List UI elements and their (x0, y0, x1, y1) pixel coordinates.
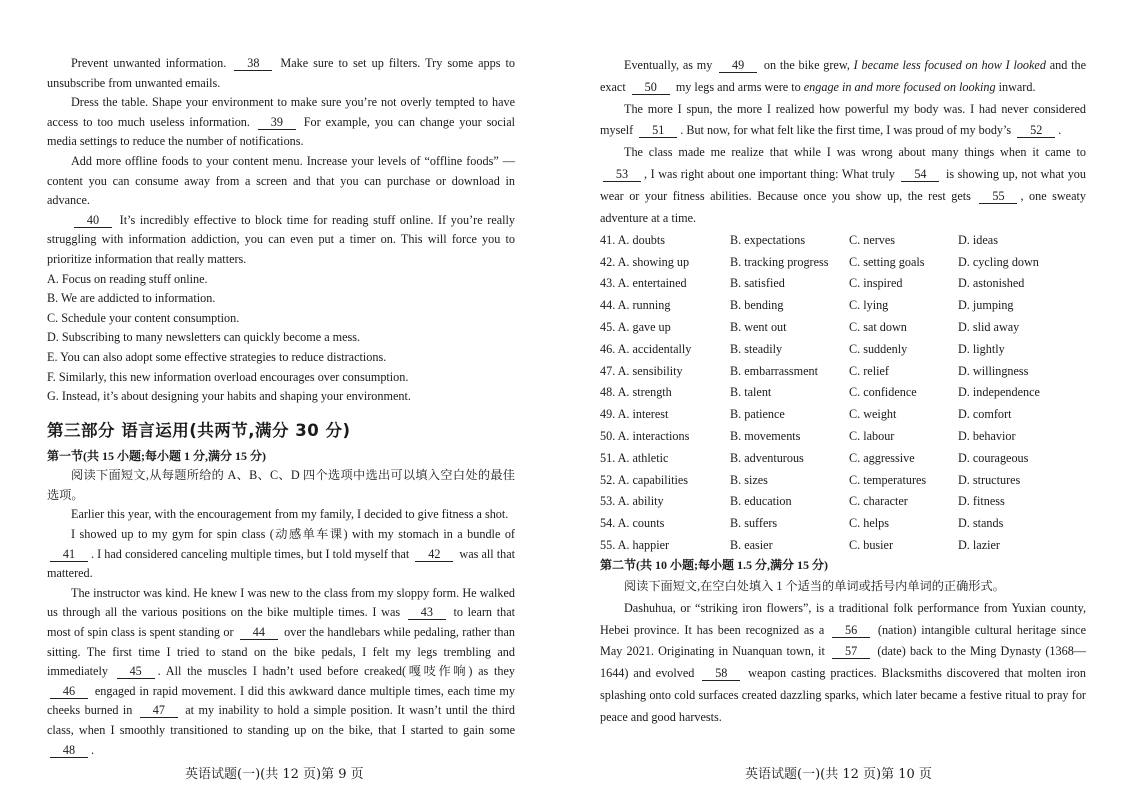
text-segment: at my inability to hold a simple position. It wasn’t until the third class, when I smoothly transitioned to standing up on the bike, that I started to gain some (47, 703, 515, 737)
text-segment: . But now, for what felt like the first time, I was proud of my body’s (680, 123, 1015, 138)
paragraph (600, 576, 1086, 598)
answer-blank: 50 (632, 81, 670, 95)
text-segment: A. Focus on reading stuff online. (47, 271, 208, 286)
paragraph (47, 211, 515, 270)
text-segment: The class made me realize that while I was wrong about many things when it came to (624, 145, 1086, 160)
option-choice: D. independence (958, 385, 1040, 400)
option-row (600, 513, 1086, 535)
option-row (600, 295, 1086, 317)
option-row (600, 338, 1086, 360)
text-segment: I became less focused on how I looked (853, 58, 1046, 72)
answer-blank: 42 (415, 548, 453, 562)
answer-blank: 48 (50, 744, 88, 758)
option-choice: D. jumping (958, 298, 1014, 313)
option-choice: C. relief (849, 363, 889, 378)
option-choice: C. temperatures (849, 472, 927, 487)
option-choice: B. satisfied (730, 276, 785, 291)
text-segment: C. Schedule your content consumption. (47, 310, 240, 325)
text-segment: is showing up, not what you wear or your fitness abilities. Because once you show up, the rest gets (600, 166, 1086, 203)
section-title: 第三部分 语言运用(共两节,满分 30 分) (47, 420, 351, 440)
option-choice: D. lazier (958, 537, 1000, 552)
page-footer-9: 英语试题(一)(共 12 页)第 9 页 (185, 767, 364, 782)
cloze-passage (47, 466, 515, 760)
option-choice: B. easier (730, 537, 773, 552)
option-row (600, 447, 1086, 469)
text-segment: . (91, 742, 95, 757)
answer-blank: 45 (117, 665, 155, 679)
option-choice: 41. A. doubts (600, 232, 666, 247)
option-choice: D. willingness (958, 363, 1029, 378)
paragraph (47, 348, 515, 368)
paragraph (47, 54, 515, 93)
text-segment: D. Subscribing to many newsletters can quickly become a mess. (47, 330, 361, 345)
answer-blank: 39 (258, 116, 296, 130)
option-choice: B. patience (730, 407, 785, 422)
answer-blank: 40 (74, 214, 112, 228)
subsection-heading-2: 第二节(共 10 小题;每小题 1.5 分,满分 15 分) (600, 558, 828, 573)
paragraph (47, 584, 515, 760)
option-choice: B. steadily (730, 341, 783, 356)
option-row (600, 229, 1086, 251)
text-segment: Add more offline foods to your content menu. Increase your levels of “offline foods” — content you can consume away from a screen and that you can purchase or download in advance. (47, 153, 515, 208)
paragraph (47, 270, 515, 290)
option-choice: 48. A. strength (600, 385, 672, 400)
paragraph (47, 152, 515, 211)
paragraph (600, 142, 1086, 229)
answer-blank: 57 (832, 645, 870, 659)
page-9-column (47, 54, 515, 760)
option-choice: D. slid away (958, 319, 1020, 334)
text-segment: . All the muscles I hadn’t used before creaked(嘎吱作响) as they (157, 664, 515, 679)
text-segment: , I was right about one important thing: What truly (644, 166, 899, 181)
text-segment: B. We are addicted to information. (47, 291, 216, 306)
text-segment: The instructor was kind. He knew I was new to the class from my sloppy form. He walked us through all the various positions on the bike multiple times. I was (47, 585, 515, 620)
paragraph (47, 289, 515, 309)
option-choice: B. movements (730, 428, 801, 443)
reading-passage-seven-choose-five (47, 54, 515, 407)
option-choice: B. embarrassment (730, 363, 818, 378)
option-choice: C. inspired (849, 276, 903, 291)
option-choice: 51. A. athletic (600, 450, 669, 465)
page-10-column (600, 55, 1086, 729)
paragraph (47, 505, 515, 525)
answer-blank: 46 (50, 685, 88, 699)
answer-blank: 49 (719, 59, 757, 73)
answer-blank: 41 (50, 548, 88, 562)
option-choice: C. lying (849, 298, 889, 313)
option-choice: D. fitness (958, 494, 1005, 509)
option-choice: B. adventurous (730, 450, 804, 465)
option-row (600, 491, 1086, 513)
option-choice: C. confidence (849, 385, 917, 400)
option-choice: C. setting goals (849, 254, 925, 269)
text-segment: weapon casting practices. Blacksmiths discovered that molten iron splashing onto cold surfaces created dazzling sparks, which later became a festive ritual to pray for peace and good harvests. (600, 666, 1086, 724)
text-segment: F. Similarly, this new information overload encourages over consumption. (47, 369, 409, 384)
option-choice: 54. A. counts (600, 516, 665, 531)
option-choice: C. labour (849, 428, 895, 443)
subsection-heading: 第一节(共 15 小题;每小题 1 分,满分 15 分) (47, 448, 266, 463)
text-segment: and the exact (600, 58, 1086, 94)
answer-blank: 47 (140, 704, 178, 718)
text-segment: (nation) intangible cultural heritage since May 2021. Originating in Nuanquan town, it (600, 622, 1086, 659)
paragraph (600, 99, 1086, 143)
option-choice: B. expectations (730, 232, 806, 247)
text-segment: E. You can also adopt some effective strategies to reduce distractions. (47, 349, 387, 364)
option-choice: 46. A. accidentally (600, 341, 692, 356)
text-segment: G. Instead, it’s about designing your habits and shaping your environment. (47, 389, 411, 404)
option-choice: B. bending (730, 298, 784, 313)
option-row (600, 317, 1086, 339)
option-row (600, 273, 1086, 295)
paragraph (600, 55, 1086, 99)
option-row (600, 426, 1086, 448)
option-choice: C. sat down (849, 319, 907, 334)
answer-blank: 43 (408, 606, 446, 620)
option-choice: D. ideas (958, 232, 998, 247)
option-row (600, 404, 1086, 426)
text-segment: to learn that most of spin class is spent standing or (47, 605, 515, 640)
text-segment: For example, you can change your social media settings to reduce the number of notifications. (47, 114, 515, 149)
cloze-options-table (600, 229, 1086, 556)
option-choice: D. courageous (958, 450, 1029, 465)
option-choice: C. weight (849, 407, 897, 422)
option-choice: 53. A. ability (600, 494, 664, 509)
option-choice: D. stands (958, 516, 1004, 531)
text-segment: The more I spun, the more I realized how powerful my body was. I had never considered myself (600, 101, 1086, 138)
answer-blank: 58 (702, 667, 740, 681)
option-choice: C. nerves (849, 232, 896, 247)
text-segment: Earlier this year, with the encouragement from my family, I decided to give fitness a shot. (71, 507, 509, 522)
text-segment: . I had considered canceling multiple times, but I told myself that (91, 546, 413, 561)
text-segment: engaged in rapid movement. I did this awkward dance multiple times, each time my cheeks burned in (47, 683, 515, 718)
option-choice: B. education (730, 494, 792, 509)
option-choice: 45. A. gave up (600, 319, 671, 334)
paragraph (600, 598, 1086, 729)
cloze-passage-continued (600, 55, 1086, 229)
answer-blank: 55 (979, 190, 1017, 204)
paragraph (47, 309, 515, 329)
answer-blank: 53 (603, 168, 641, 182)
text-segment: on the bike grew, (760, 58, 854, 72)
text-segment: engage in and more focused on looking (803, 79, 996, 94)
option-row (600, 382, 1086, 404)
option-choice: 43. A. entertained (600, 276, 687, 291)
option-choice: 52. A. capabilities (600, 472, 689, 487)
option-choice: B. went out (730, 319, 787, 334)
answer-blank: 44 (240, 626, 278, 640)
answer-blank: 51 (639, 124, 677, 138)
option-choice: 44. A. running (600, 298, 671, 313)
answer-blank: 52 (1017, 124, 1055, 138)
option-choice: C. busier (849, 537, 894, 552)
grammar-fill-passage (600, 576, 1086, 729)
text-segment: I showed up to my gym for spin class (动感单车课) with my stomach in a bundle of (71, 527, 515, 542)
text-segment: Make sure to set up filters. Try some apps to unsubscribe from unwanted emails. (47, 56, 515, 90)
option-choice: B. sizes (730, 472, 768, 487)
text-segment: Dress the table. Shape your environment to make sure you’re not overly tempted to have access to too much useless information. (47, 95, 515, 129)
option-choice: 49. A. interest (600, 407, 669, 422)
text-segment: inward. (995, 79, 1036, 94)
text-segment: (date) back to the Ming Dynasty (1368—1644) and evolved (600, 644, 1086, 681)
option-row (600, 469, 1086, 491)
option-choice: D. astonished (958, 276, 1025, 291)
answer-blank: 38 (234, 57, 272, 71)
option-choice: D. lightly (958, 341, 1005, 356)
option-choice: D. comfort (958, 407, 1012, 422)
paragraph (47, 328, 515, 348)
paragraph (47, 525, 515, 584)
option-choice: 50. A. interactions (600, 428, 690, 443)
paragraph (47, 368, 515, 388)
option-choice: 55. A. happier (600, 537, 670, 552)
paragraph (47, 93, 515, 152)
text-segment: Eventually, as my (624, 58, 717, 72)
option-choice: B. tracking progress (730, 254, 829, 269)
text-segment: 阅读下面短文,从每题所给的 A、B、C、D 四个选项中选出可以填入空白处的最佳选项。 (47, 468, 515, 502)
text-segment: was all that mattered. (47, 546, 515, 581)
paragraph (47, 387, 515, 407)
answer-blank: 54 (901, 168, 939, 182)
answer-blank: 56 (832, 624, 870, 638)
option-choice: B. talent (730, 385, 772, 400)
option-choice: 47. A. sensibility (600, 363, 683, 378)
text-segment: over the handlebars while pedaling, rather than sitting. The first time I tried to stand on the bike pedals, I felt my legs trembling and immediately (47, 625, 516, 679)
option-choice: D. cycling down (958, 254, 1039, 269)
option-row (600, 360, 1086, 382)
text-segment: , one sweaty adventure at a time. (600, 188, 1086, 225)
option-choice: B. suffers (730, 516, 778, 531)
option-choice: C. helps (849, 516, 889, 531)
paragraph (47, 466, 515, 505)
text-segment: It’s incredibly effective to block time for reading stuff online. If you’re really struggling with information addiction, you can even put a timer on. This will force you to prioritize information that really matters. (47, 212, 515, 266)
option-choice: 42. A. showing up (600, 254, 690, 269)
text-segment: my legs and arms were to (672, 79, 804, 94)
option-choice: D. structures (958, 472, 1021, 487)
text-segment: . (1058, 123, 1062, 138)
option-row (600, 251, 1086, 273)
text-segment: Dashuhua, or “striking iron flowers”, is a traditional folk performance from Yuxian county, Hebei province. It has been recognized as a (600, 600, 1086, 637)
option-row (600, 535, 1086, 557)
option-choice: C. suddenly (849, 341, 908, 356)
option-choice: C. aggressive (849, 450, 915, 465)
text-segment: 阅读下面短文,在空白处填入 1 个适当的单词或括号内单词的正确形式。 (624, 578, 1005, 593)
option-choice: D. behavior (958, 428, 1016, 443)
option-choice: C. character (849, 494, 908, 509)
page-footer-10: 英语试题(一)(共 12 页)第 10 页 (745, 767, 932, 782)
text-segment: Prevent unwanted information. (71, 56, 232, 70)
